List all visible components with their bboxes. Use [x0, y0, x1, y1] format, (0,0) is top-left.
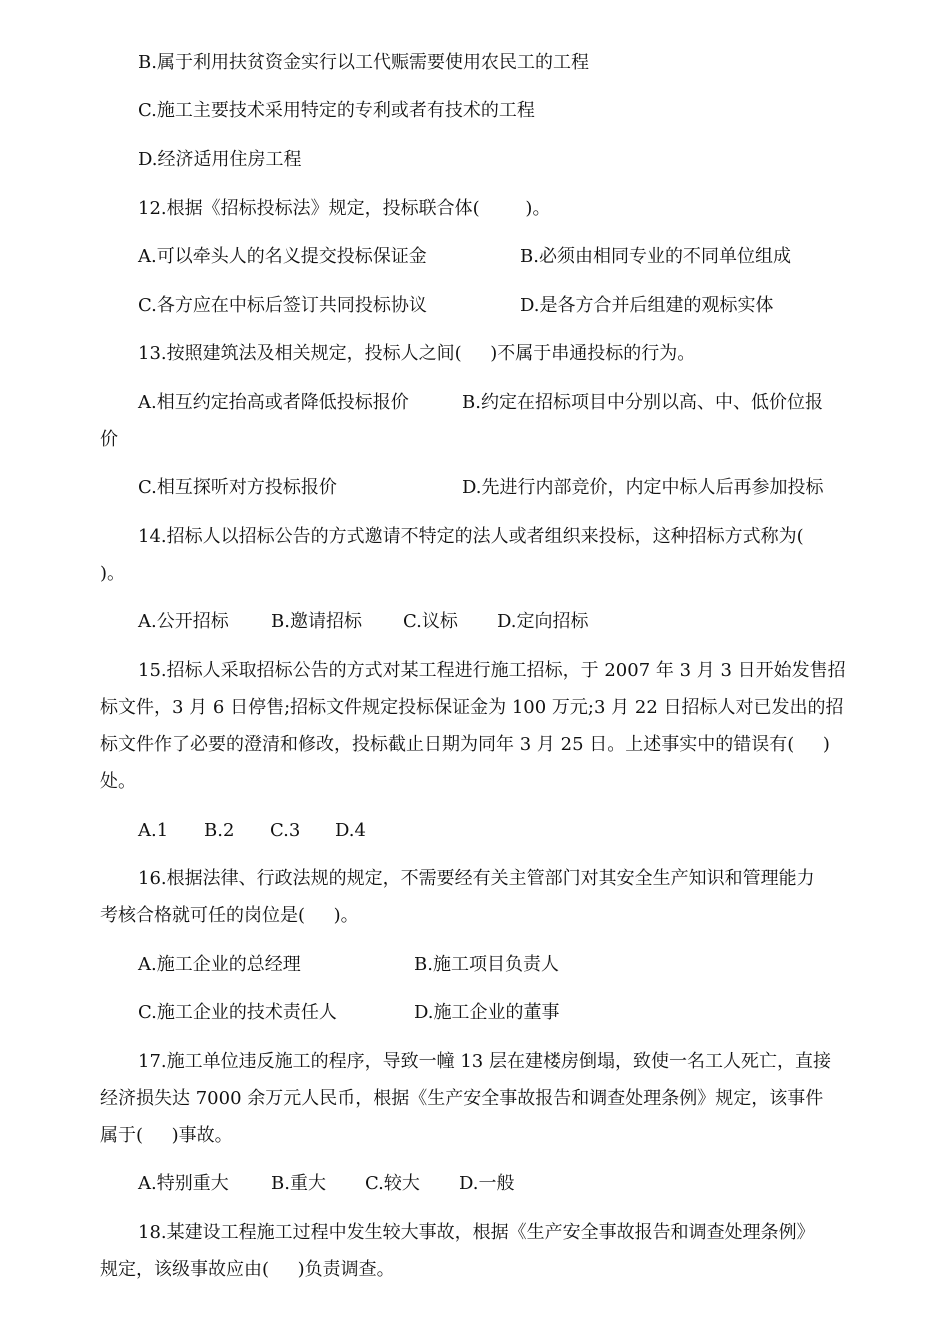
- option-17b: B.重大: [271, 1173, 326, 1194]
- option-13d: D.先进行内部竞价，内定中标人后再参加投标: [462, 477, 824, 498]
- option-16d: D.施工企业的董事: [414, 1002, 560, 1023]
- question-17: 17.施工单位违反施工的程序，导致一幢 13 层在建楼房倒塌，致使一名工人死亡，直接: [138, 1051, 831, 1072]
- option-13c: C.相互探听对方投标报价: [138, 477, 337, 498]
- question-14: 14.招标人以招标公告的方式邀请不特定的法人或者组织来投标，这种招标方式称为(: [138, 526, 804, 547]
- question-16-cont: 考核合格就可任的岗位是( )。: [100, 905, 359, 926]
- question-17-line2: 经济损失达 7000 余万元人民币，根据《生产安全事故报告和调查处理条例》规定，该事件: [100, 1088, 824, 1109]
- option-14b: B.邀请招标: [271, 611, 362, 632]
- question-14-cont: )。: [100, 563, 126, 584]
- option-17a: A.特别重大: [138, 1173, 229, 1194]
- question-12: 12.根据《招标投标法》规定，投标联合体( )。: [138, 198, 551, 219]
- option-15a: A.1: [138, 820, 169, 841]
- question-15-line4: 处。: [100, 771, 136, 792]
- question-13: 13.按照建筑法及相关规定，投标人之间( )不属于串通投标的行为。: [138, 343, 696, 364]
- question-16: 16.根据法律、行政法规的规定，不需要经有关主管部门对其安全生产知识和管理能力: [138, 868, 815, 889]
- option-12b: B.必须由相同专业的不同单位组成: [520, 246, 791, 267]
- question-18-cont: 规定，该级事故应由( )负责调查。: [100, 1259, 395, 1280]
- option-16c: C.施工企业的技术责任人: [138, 1002, 337, 1023]
- option-16a: A.施工企业的总经理: [138, 954, 301, 975]
- question-18: 18.某建设工程施工过程中发生较大事故，根据《生产安全事故报告和调查处理条例》: [138, 1222, 815, 1243]
- option-17c: C.较大: [365, 1173, 420, 1194]
- option-14d: D.定向招标: [497, 611, 589, 632]
- option-15d: D.4: [335, 820, 366, 841]
- option-11c: C.施工主要技术采用特定的专利或者有技术的工程: [138, 100, 535, 121]
- option-17d: D.一般: [459, 1173, 515, 1194]
- option-11d: D.经济适用住房工程: [138, 149, 302, 170]
- question-17-line3: 属于( )事故。: [100, 1125, 233, 1146]
- option-12c: C.各方应在中标后签订共同投标协议: [138, 295, 427, 316]
- option-15b: B.2: [204, 820, 235, 841]
- option-11b: B.属于利用扶贫资金实行以工代赈需要使用农民工的工程: [138, 52, 589, 73]
- question-15-line3: 标文件作了必要的澄清和修改，投标截止日期为同年 3 月 25 日。上述事实中的错误有( ): [100, 734, 830, 755]
- option-12d: D.是各方合并后组建的观标实体: [520, 295, 774, 316]
- question-15: 15.招标人采取招标公告的方式对某工程进行施工招标，于 2007 年 3 月 3 日开始发售招: [138, 660, 846, 681]
- question-15-line2: 标文件，3 月 6 日停售;招标文件规定投标保证金为 100 万元;3 月 22 日招标人对已发出的招: [100, 697, 844, 718]
- option-16b: B.施工项目负责人: [414, 954, 559, 975]
- option-15c: C.3: [270, 820, 301, 841]
- option-12a: A.可以牵头人的名义提交投标保证金: [138, 246, 427, 267]
- option-14a: A.公开招标: [138, 611, 229, 632]
- option-13b: B.约定在招标项目中分别以高、中、低价位报: [462, 392, 823, 413]
- option-13a: A.相互约定抬高或者降低投标报价: [138, 392, 409, 413]
- option-14c: C.议标: [403, 611, 458, 632]
- option-13b-cont: 价: [100, 429, 118, 450]
